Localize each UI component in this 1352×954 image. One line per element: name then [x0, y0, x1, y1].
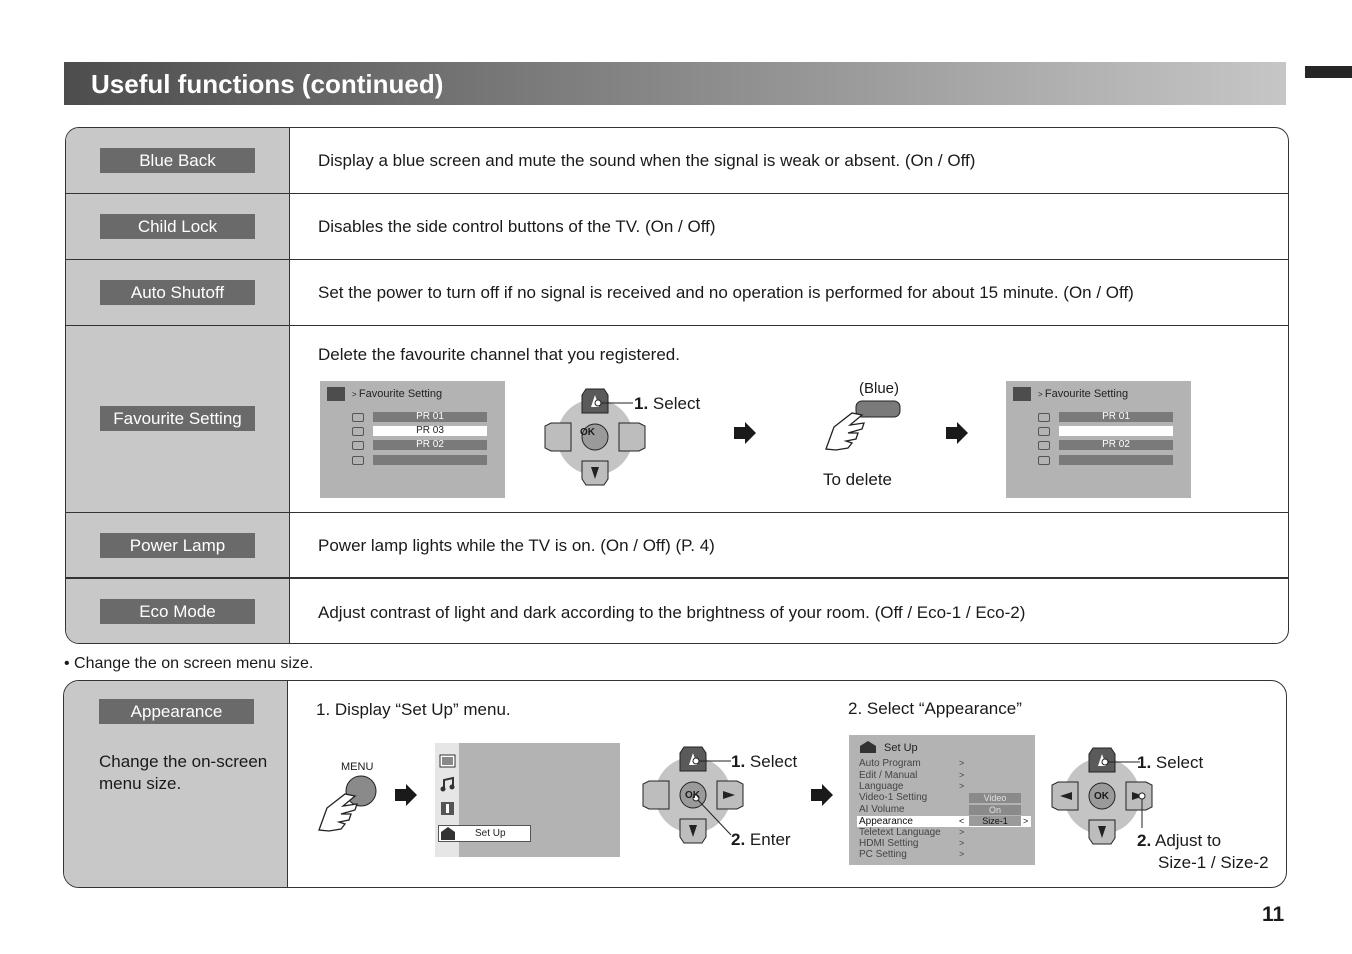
menu-size-note: • Change the on screen menu size.	[64, 655, 314, 672]
favourite-screen-after: > Favourite Setting PR 01 PR 02	[1006, 381, 1191, 498]
favourite-slot-2: PR 03	[373, 426, 487, 436]
auto-shutoff-description: Set the power to turn off if no signal is received and no operation is performed for about 15 minute. (On / Off)	[318, 283, 1134, 302]
video1-value: Video	[969, 793, 1021, 803]
ok-button-label: OK	[685, 790, 700, 801]
auto-shutoff-label: Auto Shutoff	[100, 280, 255, 305]
setup-item-edit-manual: Edit / Manual	[859, 770, 918, 781]
table-row	[66, 579, 1289, 644]
appearance-label: Appearance	[99, 699, 254, 724]
menu-button-caption: MENU	[341, 761, 374, 773]
setup-item-ai-volume: AI Volume	[859, 804, 905, 815]
arrow-right-icon	[946, 422, 968, 444]
select-step-label: 1. Select	[634, 394, 701, 413]
channel-slot-icon	[1038, 456, 1050, 465]
favourite-icon	[327, 387, 345, 401]
eco-mode-label: Eco Mode	[100, 599, 255, 624]
menu-button-press-icon	[315, 774, 381, 834]
channel-slot-icon	[352, 456, 364, 465]
setup-item-teletext: Teletext Language	[859, 827, 941, 838]
eco-mode-description: Adjust contrast of light and dark according to the brightness of your room. (Off / Eco-1 / Eco-2)	[318, 603, 1026, 622]
edge-index-tab	[1305, 66, 1352, 78]
channel-slot-icon	[352, 427, 364, 436]
select-step-label: 1. Select	[731, 752, 798, 771]
ai-volume-value: On	[969, 805, 1021, 815]
favourite-slot-2	[1059, 426, 1173, 436]
page-title: Useful functions (continued)	[91, 69, 444, 99]
favourite-slot-1: PR 01	[1059, 412, 1173, 422]
setup-item-pc: PC Setting	[859, 849, 907, 860]
arrow-right-icon	[395, 784, 417, 806]
setup-item-hdmi: HDMI Setting	[859, 838, 919, 849]
music-note-icon	[439, 777, 456, 792]
step1-label: 1. Display “Set Up” menu.	[316, 700, 511, 719]
setup-menu-screen: Set Up Auto Program > Edit / Manual > Language > Video-1 Setting Video AI Volume On Appearance < Size-1 > Teletext Language > HDMI Setting > PC Setting >	[849, 735, 1035, 865]
setup-item-video1: Video-1 Setting	[859, 792, 928, 803]
setup-item-appearance: Appearance	[859, 816, 913, 827]
channel-slot-icon	[1038, 441, 1050, 450]
table-row	[66, 513, 1289, 579]
setup-menu-item: Set Up	[438, 825, 531, 842]
adjust-step-label: 2. Adjust to Size-1 / Size-2	[1137, 831, 1269, 872]
page-number: 11	[1262, 903, 1285, 926]
ok-button-label: OK	[1094, 791, 1109, 802]
step2-label: 2. Select “Appearance”	[848, 699, 1022, 718]
blue-button-press-icon	[822, 399, 904, 455]
table-row	[66, 128, 1289, 194]
setup-item-auto-program: Auto Program	[859, 758, 921, 769]
blue-back-description: Display a blue screen and mute the sound when the signal is weak or absent. (On / Off)	[318, 151, 976, 170]
dpad-icon	[543, 385, 647, 489]
appearance-description: Change the on-screen menu size.	[99, 752, 268, 793]
channel-slot-icon	[352, 441, 364, 450]
arrow-right-icon	[734, 422, 756, 444]
channel-slot-icon	[1038, 413, 1050, 422]
favourite-slot-3: PR 02	[1059, 440, 1173, 450]
blue-back-label: Blue Back	[100, 148, 255, 173]
setup-icon	[858, 740, 878, 754]
favourite-setting-label: Favourite Setting	[100, 406, 255, 431]
favourite-slot-4	[373, 455, 487, 465]
favourite-setting-description: Delete the favourite channel that you registered.	[318, 345, 680, 364]
child-lock-description: Disables the side control buttons of the TV. (On / Off)	[318, 217, 716, 236]
favourite-icon	[1013, 387, 1031, 401]
power-lamp-label: Power Lamp	[100, 533, 255, 558]
blue-button-caption: (Blue)	[859, 380, 900, 397]
power-lamp-description: Power lamp lights while the TV is on. (On / Off) (P. 4)	[318, 536, 715, 555]
channel-slot-icon	[352, 413, 364, 422]
appearance-value: Size-1	[969, 816, 1021, 826]
select-step-label: 1. Select	[1137, 753, 1204, 772]
table-row	[66, 194, 1289, 260]
setup-item-language: Language	[859, 781, 904, 792]
table-row	[66, 260, 1289, 326]
favourite-slot-3: PR 02	[373, 440, 487, 450]
ok-button-label: OK	[580, 427, 595, 438]
favourite-slot-1: PR 01	[373, 412, 487, 422]
main-menu-screen	[435, 743, 620, 857]
enter-step-label: 2. Enter	[731, 830, 791, 849]
child-lock-label: Child Lock	[100, 214, 255, 239]
picture-icon	[439, 754, 456, 768]
section-title-bar	[64, 62, 1286, 105]
setup-icon	[439, 826, 457, 841]
favourite-screen-before: > Favourite Setting PR 01 PR 03 PR 02	[320, 381, 505, 498]
favourite-slot-4	[1059, 455, 1173, 465]
to-delete-label: To delete	[823, 470, 892, 489]
favourite-icon	[439, 801, 456, 816]
channel-slot-icon	[1038, 427, 1050, 436]
arrow-right-icon	[811, 784, 833, 806]
